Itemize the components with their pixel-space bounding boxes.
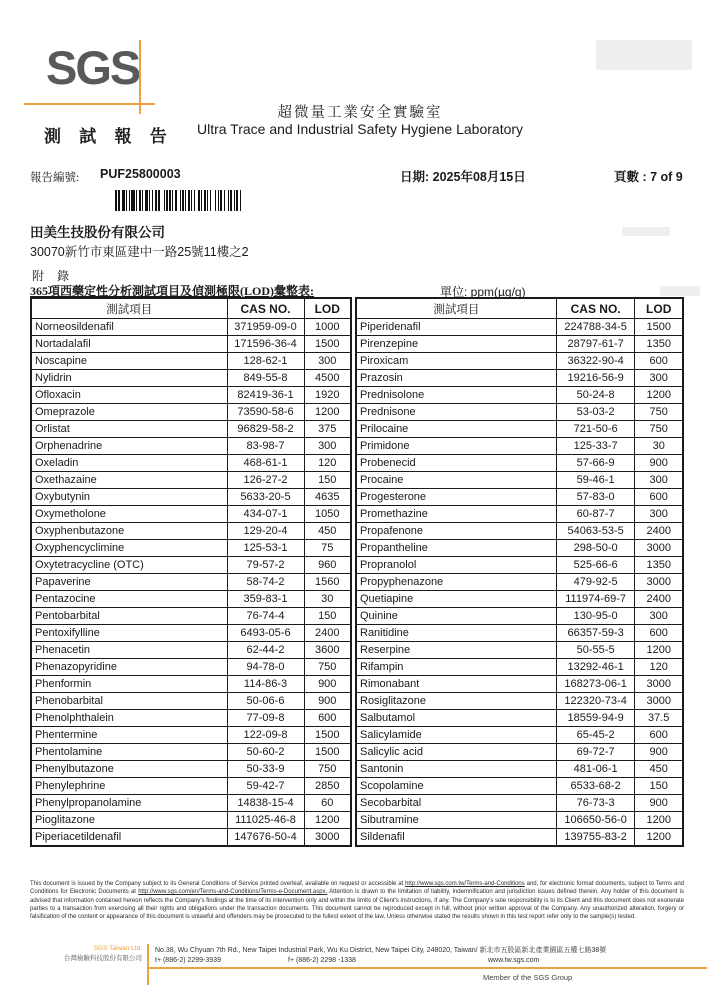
table-row [356, 523, 683, 540]
cas-no-cell: 50-60-2 [227, 744, 304, 761]
cas-no-cell: 130-95-0 [556, 608, 635, 625]
item-name-cell: Phenylephrine [31, 778, 227, 795]
cas-no-cell: 50-06-6 [227, 693, 304, 710]
item-name-cell: Phenazopyridine [31, 659, 227, 676]
table-row [356, 506, 683, 523]
item-name-cell: Omeprazole [31, 404, 227, 421]
report-date: 日期: 2025年08月15日 [400, 170, 526, 184]
item-name-cell: Phenformin [31, 676, 227, 693]
table-row [31, 829, 351, 847]
cas-no-cell: 721-50-6 [556, 421, 635, 438]
cas-no-cell: 57-66-9 [556, 455, 635, 472]
scan-artifact [596, 40, 692, 70]
lod-value-cell: 1200 [635, 829, 683, 847]
footer-telephone: t+ (886-2) 2299-3939 [155, 957, 221, 964]
cas-no-cell: 126-27-2 [227, 472, 304, 489]
lod-value-cell: 1050 [304, 506, 351, 523]
cas-no-cell: 168273-06-1 [556, 676, 635, 693]
cas-no-cell: 125-33-7 [556, 438, 635, 455]
lod-value-cell: 150 [304, 472, 351, 489]
item-name-cell: Primidone [356, 438, 556, 455]
table-row [356, 370, 683, 387]
cas-no-cell: 468-61-1 [227, 455, 304, 472]
client-company-name: 田美生技股份有限公司 [30, 225, 165, 240]
item-name-cell: Nortadalafil [31, 336, 227, 353]
table-row [356, 761, 683, 778]
item-name-cell: Pirenzepine [356, 336, 556, 353]
cas-no-cell: 298-50-0 [556, 540, 635, 557]
item-name-cell: Piperidenafil [356, 319, 556, 336]
table-row [356, 353, 683, 370]
table-row [31, 472, 351, 489]
item-name-cell: Sildenafil [356, 829, 556, 847]
item-name-cell: Piroxicam [356, 353, 556, 370]
table-row [356, 421, 683, 438]
table-row [31, 387, 351, 404]
table-row [31, 591, 351, 608]
item-name-cell: Phenolphthalein [31, 710, 227, 727]
lod-value-cell: 300 [635, 370, 683, 387]
cas-no-cell: 147676-50-4 [227, 829, 304, 847]
lod-value-cell: 30 [635, 438, 683, 455]
item-name-cell: Ranitidine [356, 625, 556, 642]
table-row [31, 319, 351, 336]
table-row [356, 455, 683, 472]
cas-no-cell: 224788-34-5 [556, 319, 635, 336]
lod-value-cell: 1350 [635, 557, 683, 574]
lod-value-cell: 150 [635, 778, 683, 795]
cas-no-cell: 106650-56-0 [556, 812, 635, 829]
cas-no-cell: 111974-69-7 [556, 591, 635, 608]
item-name-cell: Oxybutynin [31, 489, 227, 506]
cas-no-cell: 479-92-5 [556, 574, 635, 591]
footer-company-zh: 台灣檢驗科技股份有限公司 [64, 955, 142, 962]
table-row [356, 676, 683, 693]
cas-no-cell: 171596-36-4 [227, 336, 304, 353]
header-lod: LOD [304, 298, 351, 319]
table-row [356, 829, 683, 847]
item-name-cell: Oxytetracycline (OTC) [31, 557, 227, 574]
footer-company-en: SGS Taiwan Ltd. [93, 945, 142, 952]
item-name-cell: Propranolol [356, 557, 556, 574]
cas-no-cell: 59-42-7 [227, 778, 304, 795]
item-name-cell: Propafenone [356, 523, 556, 540]
cas-no-cell: 53-03-2 [556, 404, 635, 421]
cas-no-cell: 82419-36-1 [227, 387, 304, 404]
table-row [31, 540, 351, 557]
cas-no-cell: 525-66-6 [556, 557, 635, 574]
header-test-item: 測試項目 [31, 298, 227, 319]
footer-divider-horizontal [147, 967, 707, 969]
item-name-cell: Propyphenazone [356, 574, 556, 591]
item-name-cell: Pioglitazone [31, 812, 227, 829]
item-name-cell: Secobarbital [356, 795, 556, 812]
item-name-cell: Oxyphencyclimine [31, 540, 227, 557]
table-row [31, 455, 351, 472]
footer-website: www.tw.sgs.com [488, 957, 540, 964]
item-name-cell: Rimonabant [356, 676, 556, 693]
table-row [356, 642, 683, 659]
lod-value-cell: 3000 [635, 540, 683, 557]
cas-no-cell: 139755-83-2 [556, 829, 635, 847]
lod-value-cell: 750 [304, 761, 351, 778]
footer-member-text: Member of the SGS Group [483, 973, 573, 982]
report-no-value: PUF25800003 [100, 167, 181, 181]
item-name-cell: Promethazine [356, 506, 556, 523]
table-row [356, 489, 683, 506]
footer-address: No.38, Wu Chyuan 7th Rd., New Taipei Industrial Park, Wu Ku District, New Taipei City, 248020, Taiwan/ 新北市五股區新北產業園區五權七路38號 [155, 947, 607, 954]
lod-value-cell: 3600 [304, 642, 351, 659]
item-name-cell: Oxymetholone [31, 506, 227, 523]
cas-no-cell: 76-74-4 [227, 608, 304, 625]
scan-artifact [660, 286, 700, 296]
cas-no-cell: 6493-05-6 [227, 625, 304, 642]
lod-value-cell: 1200 [304, 404, 351, 421]
lab-name-en: Ultra Trace and Industrial Safety Hygiene Laboratory [196, 121, 524, 137]
cas-no-cell: 94-78-0 [227, 659, 304, 676]
lod-value-cell: 600 [635, 353, 683, 370]
cas-no-cell: 13292-46-1 [556, 659, 635, 676]
lod-table-right [355, 297, 684, 847]
cas-no-cell: 50-33-9 [227, 761, 304, 778]
item-name-cell: Ofloxacin [31, 387, 227, 404]
item-name-cell: Phenylbutazone [31, 761, 227, 778]
lod-value-cell: 60 [304, 795, 351, 812]
item-name-cell: Oxyphenbutazone [31, 523, 227, 540]
lod-value-cell: 600 [304, 710, 351, 727]
lod-value-cell: 300 [635, 608, 683, 625]
table-row [31, 625, 351, 642]
table-row [356, 693, 683, 710]
lod-value-cell: 4635 [304, 489, 351, 506]
cas-no-cell: 129-20-4 [227, 523, 304, 540]
lod-value-cell: 1560 [304, 574, 351, 591]
item-name-cell: Prednisone [356, 404, 556, 421]
header-lod: LOD [635, 298, 683, 319]
table-row [31, 336, 351, 353]
table-row [31, 642, 351, 659]
cas-no-cell: 73590-58-6 [227, 404, 304, 421]
cas-no-cell: 14838-15-4 [227, 795, 304, 812]
cas-no-cell: 59-46-1 [556, 472, 635, 489]
cas-no-cell: 28797-61-7 [556, 336, 635, 353]
lod-value-cell: 600 [635, 489, 683, 506]
table-row [31, 676, 351, 693]
item-name-cell: Pentazocine [31, 591, 227, 608]
table-row [356, 438, 683, 455]
table-row [356, 795, 683, 812]
table-row [31, 370, 351, 387]
cas-no-cell: 18559-94-9 [556, 710, 635, 727]
table-row [31, 608, 351, 625]
item-name-cell: Phenylpropanolamine [31, 795, 227, 812]
lod-value-cell: 450 [304, 523, 351, 540]
table-row [356, 744, 683, 761]
item-name-cell: Phenobarbital [31, 693, 227, 710]
cas-no-cell: 83-98-7 [227, 438, 304, 455]
logo-crosshair-vertical [139, 40, 141, 114]
table-row [356, 540, 683, 557]
lod-value-cell: 3000 [635, 676, 683, 693]
lod-value-cell: 750 [304, 659, 351, 676]
lod-value-cell: 1500 [304, 744, 351, 761]
lod-value-cell: 750 [635, 404, 683, 421]
table-row [356, 659, 683, 676]
lod-value-cell: 1350 [635, 336, 683, 353]
item-name-cell: Salicylamide [356, 727, 556, 744]
table-row [356, 608, 683, 625]
lod-tables-container [30, 297, 684, 847]
cas-no-cell: 122320-73-4 [556, 693, 635, 710]
footer-fax: f+ (886-2) 2298 -1338 [288, 957, 356, 964]
appendix-label: 附 錄 [32, 269, 75, 283]
item-name-cell: Phentolamine [31, 744, 227, 761]
item-name-cell: Pentobarbital [31, 608, 227, 625]
table-row [356, 472, 683, 489]
cas-no-cell: 69-72-7 [556, 744, 635, 761]
page-number: 頁數 : 7 of 9 [614, 170, 683, 184]
item-name-cell: Noscapine [31, 353, 227, 370]
cas-no-cell: 57-83-0 [556, 489, 635, 506]
item-name-cell: Rifampin [356, 659, 556, 676]
lod-value-cell: 1200 [304, 812, 351, 829]
cas-no-cell: 128-62-1 [227, 353, 304, 370]
table-row [31, 761, 351, 778]
lod-value-cell: 900 [304, 693, 351, 710]
lod-value-cell: 300 [635, 472, 683, 489]
table-row [31, 812, 351, 829]
lod-value-cell: 3000 [635, 693, 683, 710]
item-name-cell: Piperiacetildenafil [31, 829, 227, 847]
lod-value-cell: 120 [304, 455, 351, 472]
item-name-cell: Oxeladin [31, 455, 227, 472]
cas-no-cell: 76-73-3 [556, 795, 635, 812]
table-row [356, 625, 683, 642]
lod-value-cell: 37.5 [635, 710, 683, 727]
lod-value-cell: 900 [635, 744, 683, 761]
table-row [356, 812, 683, 829]
cas-no-cell: 371959-09-0 [227, 319, 304, 336]
scan-artifact [622, 227, 670, 236]
header-cas-no: CAS NO. [556, 298, 635, 319]
legal-disclaimer [30, 880, 684, 921]
lod-table-title: 365項西藥定性分析測試項目及偵測極限(LOD)彙整表: [30, 284, 314, 298]
table-row [31, 557, 351, 574]
legal-url: http://www.sgs.com/en/Terms-and-Conditions/Terms-e-Document.aspx. [138, 889, 328, 896]
lod-value-cell: 3000 [635, 574, 683, 591]
item-name-cell: Orlistat [31, 421, 227, 438]
item-name-cell: Probenecid [356, 455, 556, 472]
item-name-cell: Procaine [356, 472, 556, 489]
lod-value-cell: 150 [304, 608, 351, 625]
table-row [31, 421, 351, 438]
cas-no-cell: 50-24-8 [556, 387, 635, 404]
legal-url: http://www.sgs.com.tw/Terms-and-Conditions [405, 881, 525, 887]
item-name-cell: Prilocaine [356, 421, 556, 438]
cas-no-cell: 65-45-2 [556, 727, 635, 744]
table-row [31, 659, 351, 676]
lod-value-cell: 1200 [635, 642, 683, 659]
lod-value-cell: 900 [635, 795, 683, 812]
header-test-item: 測試項目 [356, 298, 556, 319]
lod-value-cell: 1200 [635, 812, 683, 829]
unit-label: 單位: ppm(µg/g) [440, 285, 526, 299]
lab-name-zh: 超微量工業安全實驗室 [277, 105, 443, 121]
cas-no-cell: 62-44-2 [227, 642, 304, 659]
cas-no-cell: 114-86-3 [227, 676, 304, 693]
legal-text: and, for electronic format documents, subject to Terms and Conditions for Electronic Documents at [30, 881, 684, 896]
table-row [31, 727, 351, 744]
table-row [356, 574, 683, 591]
item-name-cell: Pentoxifylline [31, 625, 227, 642]
report-no-label: 報告編號: [30, 172, 80, 184]
cas-no-cell: 434-07-1 [227, 506, 304, 523]
cas-no-cell: 50-55-5 [556, 642, 635, 659]
lod-value-cell: 900 [304, 676, 351, 693]
item-name-cell: Norneosildenafil [31, 319, 227, 336]
table-row [31, 489, 351, 506]
lod-value-cell: 2400 [635, 591, 683, 608]
item-name-cell: Prazosin [356, 370, 556, 387]
lod-value-cell: 120 [635, 659, 683, 676]
table-row [31, 506, 351, 523]
cas-no-cell: 122-09-8 [227, 727, 304, 744]
cas-no-cell: 54063-53-5 [556, 523, 635, 540]
table-row [356, 727, 683, 744]
table-row [356, 778, 683, 795]
table-row [356, 404, 683, 421]
barcode-gap [241, 190, 243, 211]
report-barcode [115, 190, 305, 211]
cas-no-cell: 58-74-2 [227, 574, 304, 591]
table-row [31, 574, 351, 591]
lod-value-cell: 2400 [304, 625, 351, 642]
cas-no-cell: 19216-56-9 [556, 370, 635, 387]
item-name-cell: Scopolamine [356, 778, 556, 795]
table-row [356, 591, 683, 608]
lod-table-left [30, 297, 352, 847]
table-row [31, 795, 351, 812]
lod-value-cell: 1500 [304, 336, 351, 353]
item-name-cell: Nylidrin [31, 370, 227, 387]
table-row [31, 693, 351, 710]
cas-no-cell: 77-09-8 [227, 710, 304, 727]
legal-text: Attention is drawn to the limitation of liability, indemnification and jurisdiction issues defined therein. Any holder of this document is advised that information contained hereon reflects the Company's findings at the time of its intervention only and within the limits of Client's instructions, if any. The Company's sole responsibility is to its Client and this document does not exonerate parties to a transaction from exercising all their rights and obligations under the transaction documents. This document cannot be reproduced except in full, without prior written approval of the Company. Any unauthorized alteration, forgery or falsification of the content or appearance of this document is unlawful and offenders may be prosecuted to the fullest extent of the law. Unless otherwise stated the results shown in this test report refer only to the sample(s) tested. [30, 889, 684, 921]
item-name-cell: Propantheline [356, 540, 556, 557]
lod-value-cell: 1500 [635, 319, 683, 336]
item-name-cell: Phenacetin [31, 642, 227, 659]
table-row [31, 744, 351, 761]
lod-value-cell: 960 [304, 557, 351, 574]
table-row [356, 557, 683, 574]
lod-value-cell: 2850 [304, 778, 351, 795]
lod-value-cell: 450 [635, 761, 683, 778]
cas-no-cell: 66357-59-3 [556, 625, 635, 642]
item-name-cell: Papaverine [31, 574, 227, 591]
cas-no-cell: 36322-90-4 [556, 353, 635, 370]
item-name-cell: Phentermine [31, 727, 227, 744]
cas-no-cell: 125-53-1 [227, 540, 304, 557]
lod-value-cell: 750 [635, 421, 683, 438]
table-header-row [356, 298, 683, 319]
lod-value-cell: 375 [304, 421, 351, 438]
sgs-logo: SGS [46, 41, 140, 94]
table-header-row [31, 298, 351, 319]
cas-no-cell: 481-06-1 [556, 761, 635, 778]
lod-value-cell: 300 [304, 438, 351, 455]
lod-value-cell: 2400 [635, 523, 683, 540]
table-row [356, 387, 683, 404]
table-row [31, 353, 351, 370]
lod-value-cell: 1500 [304, 727, 351, 744]
table-row [356, 710, 683, 727]
lod-value-cell: 300 [635, 506, 683, 523]
lod-value-cell: 600 [635, 625, 683, 642]
lod-value-cell: 1200 [635, 387, 683, 404]
item-name-cell: Salicylic acid [356, 744, 556, 761]
table-row [31, 404, 351, 421]
table-row [31, 710, 351, 727]
lod-value-cell: 1000 [304, 319, 351, 336]
report-type-title: 測 試 報 告 [44, 127, 174, 146]
item-name-cell: Oxethazaine [31, 472, 227, 489]
item-name-cell: Rosiglitazone [356, 693, 556, 710]
header-cas-no: CAS NO. [227, 298, 304, 319]
item-name-cell: Quinine [356, 608, 556, 625]
cas-no-cell: 60-87-7 [556, 506, 635, 523]
item-name-cell: Salbutamol [356, 710, 556, 727]
footer-divider-vertical [147, 944, 149, 985]
cas-no-cell: 6533-68-2 [556, 778, 635, 795]
lod-value-cell: 3000 [304, 829, 351, 847]
item-name-cell: Quetiapine [356, 591, 556, 608]
legal-text: This document is issued by the Company subject to its General Conditions of Service printed overleaf, available on request or accessible at [30, 881, 406, 887]
cas-no-cell: 849-55-8 [227, 370, 304, 387]
table-row [356, 336, 683, 353]
cas-no-cell: 96829-58-2 [227, 421, 304, 438]
logo-crosshair-horizontal [24, 103, 155, 105]
cas-no-cell: 5633-20-5 [227, 489, 304, 506]
lod-value-cell: 300 [304, 353, 351, 370]
lod-value-cell: 75 [304, 540, 351, 557]
lod-value-cell: 900 [635, 455, 683, 472]
table-row [31, 778, 351, 795]
lod-value-cell: 1920 [304, 387, 351, 404]
client-address: 30070新竹市東區建中一路25號11樓之2 [30, 245, 249, 259]
item-name-cell: Reserpine [356, 642, 556, 659]
item-name-cell: Santonin [356, 761, 556, 778]
cas-no-cell: 111025-46-8 [227, 812, 304, 829]
table-row [31, 523, 351, 540]
table-row [356, 319, 683, 336]
lod-value-cell: 30 [304, 591, 351, 608]
lod-value-cell: 4500 [304, 370, 351, 387]
item-name-cell: Sibutramine [356, 812, 556, 829]
item-name-cell: Orphenadrine [31, 438, 227, 455]
item-name-cell: Prednisolone [356, 387, 556, 404]
cas-no-cell: 79-57-2 [227, 557, 304, 574]
lod-value-cell: 600 [635, 727, 683, 744]
item-name-cell: Progesterone [356, 489, 556, 506]
table-row [31, 438, 351, 455]
cas-no-cell: 359-83-1 [227, 591, 304, 608]
